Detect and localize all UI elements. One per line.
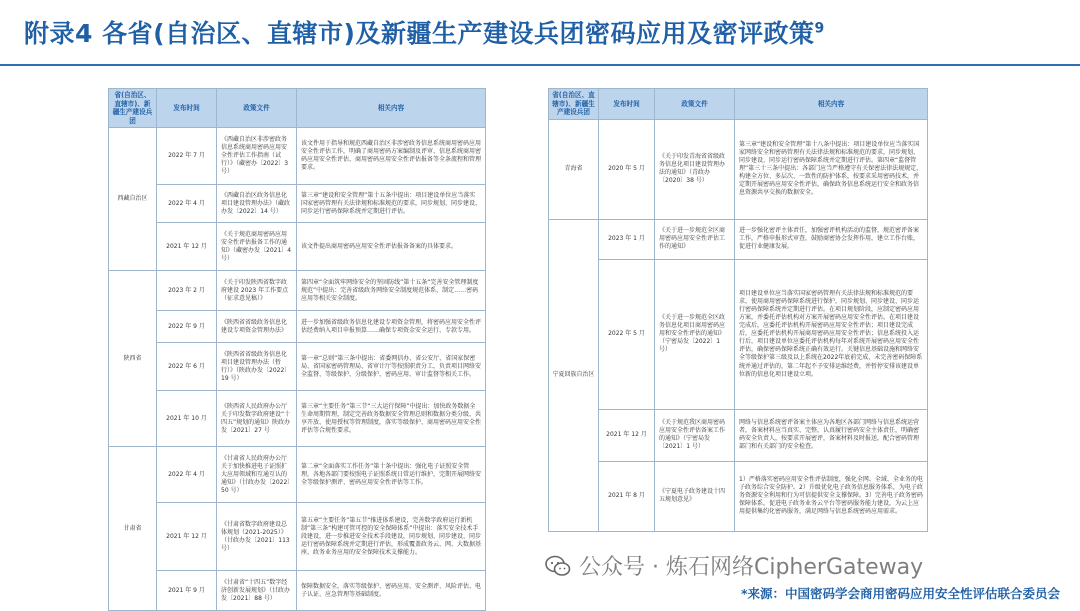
header-doc: 政策文件 [217,89,297,128]
content-cell: 第二章“全面落实工作任务”第十条中提出：强化电子证照安全管理，各地各部门要按照电子证照系统日常运行维护，完期开展网络安全等级保护测评、密码应用安全性评估等工作。 [297,447,486,503]
date-cell: 2021 年 9 月 [157,571,217,611]
content-cell: 项目建设单位应当落实国家密码管理有关法律法规和标准规范的要求，使用商用密码保障系统进行保护，同步规划、同步建设、同步运行密码保障系统并定期进行评估。在项目规划阶段，应制定密码应用方案，并委托评估机构对方案开展密码应用安全性评估。在项目建设完成后，应委托评估机构开展密码应用安全性评估；项目建设完成后，应委托评估机构开展商用密码应用安全性评估；信息系统投入运行后，项目建设单位应委托评估机构每年对系统开展密码应用安全性评估，确保密码保障系统正确有效运行。关键信息基础设施和网络安全等级保护第三级及以上系统在2022年底前完成，未完善密码保障系统并通过评估的，第二年起不予安排运维经费，并暂停安排该建设单位新的信息化项目建设立项。 [735,259,928,409]
header-date: 发布时间 [599,89,655,120]
watermark [545,550,923,581]
content-cell: 第一章“总则”第三条中提出：省委网信办、省公安厅、省国家保密局、省国家密码管理局、省审计厅等按照职责分工，负责项目网络安全监督、等级保护、分级保护、密码应用、审计监督等相关工作。 [297,343,486,391]
table-row [109,391,486,447]
doc-cell: 《甘肃省人民政府办公厅关于加快推进电子证照扩大应用领域和互通互认的通知》（甘政办发〔2022〕50 号） [217,447,297,503]
table-row [109,223,486,271]
date-cell: 2021 年 8 月 [599,461,655,531]
province-cell: 青海省 [549,119,599,219]
header-province: 省(自治区、直辖市)、新疆生产建设兵团 [109,89,157,128]
date-cell: 2021 年 12 月 [157,223,217,271]
doc-cell: 《关于进一步规范全区商用密码应用安全性评估工作的通知》 [655,219,735,259]
date-cell: 2023 年 1 月 [599,219,655,259]
wechat-icon [545,555,571,577]
table-row [109,571,486,611]
table-row [109,503,486,571]
date-cell: 2022 年 9 月 [157,311,217,343]
doc-cell: 《宁夏电子政务建设十四五规划意见》 [655,461,735,531]
content-cell: 该文件提出商用密码应用安全性评估报备备案的具体要求。 [297,223,486,271]
table-row [109,128,486,185]
table-row [109,343,486,391]
province-cell: 陕西省 [109,271,157,447]
content-cell: 网络与信息系统密评备案主体应为各地区各部门网络与信息系统运营者，备案材料应当真实、完整，认真履行密码安全主体责任，明确密码安全负责人，按要求开展密评，备案材料及时报送，配合密码管理部门和有关部门的安全检查。 [735,409,928,461]
watermark-text: 公众号 · 炼石网络CipherGateway [579,555,924,580]
doc-cell: 《陕西省省级政务信息化项目建设管理办法（暂行）》（陕政办发〔2022〕19 号） [217,343,297,391]
doc-cell: 《陕西省人民政府办公厅关于印发数字政府建设“十四五”规划的通知》陕政办发〔2021〕27 号 [217,391,297,447]
content-cell: 第三章“主要任务”第三节“三大运行保障”中提出：加快政务数据全生命周期管理，制定完善政务数据安全管理总则和数据分类分级、共享开放、使用授权等管理制度，落实等级保护、商用密码应用安全性评估等合规性要求。 [297,391,486,447]
date-cell: 2022 年 6 月 [157,343,217,391]
policy-table-left [108,88,486,611]
date-cell: 2022 年 7 月 [157,128,217,185]
table-row [549,219,928,259]
province-cell: 西藏自治区 [109,128,157,271]
table-row [109,271,486,311]
table-row [549,461,928,531]
content-cell: 进一步强化密评主体责任，加强密评机构活动的监督，规范密评备案工作，严格申报形式审查，鼓励商密协会发挥作用，建立工作台账，促进行业健康发展。 [735,219,928,259]
date-cell: 2022 年 4 月 [157,447,217,503]
table-row [109,185,486,223]
content-cell: 该文件用于指导和规范西藏自治区非涉密政务信息系统商用密码应用安全性评估工作，明确了商用密码方案编制及评审、信息系统商用密码应用安全性评估、商用密码应用安全性评估报备等全条流程和管理要求。 [297,128,486,185]
doc-cell: 《关于规范商用密码应用安全性评估报备工作的通知》（藏密办发〔2021〕4 号） [217,223,297,271]
table-row [549,119,928,219]
content-cell: 保障数据安全，落实等级保护、密码应用、安全测评、风险评估、电子认证、应急管理等基础制度。 [297,571,486,611]
doc-cell: 《西藏自治区政务信息化项目建设管理办法》（藏政办发〔2022〕14 号） [217,185,297,223]
content-cell: 第三章“建设和安全管理”第十八条中提出：项目建设单位应当落实国家网络安全和密码管理有关法律法规和标准规范的要求，同步规划、同步建设、同步运行密码保障系统并定期进行评估。第四章“监督管理”第三十三条中提出：各部门应当严格遵守有关保密法律法规规定，构建全方位、多层次、一致性的防护体系，按要求采用密码技术，并定期开展密码应用安全性评估，确保政务信息系统运行安全和政务信息资源共享交换的数据安全。 [735,119,928,219]
content-cell: 第五章“主要任务”第五节“推进体系建设，完善数字政府运行新机制”第三条“构建可管可控的安全保障体系”中提出：落实安全技术手段建设，进一步推进安全技术手段建设，同步规划、同步建设、同步运行密码保障系统并定期进行评估，形成覆盖政务云、网、大数据基座、政务业务应用的安全保障技术支撑能力。 [297,503,486,571]
title-divider [0,64,1080,66]
date-cell: 2022 年 4 月 [157,185,217,223]
province-cell: 宁夏回族自治区 [549,219,599,531]
doc-cell: 《关于印发青海省省级政务信息化项目建设管理办法的通知》（青政办〔2020〕38 号） [655,119,735,219]
page-title: 附录4 各省(自治区、直辖市)及新疆生产建设兵团密码应用及密评政策$^9$ [24,19,825,48]
doc-cell: 《关于印发陕西省数字政府建设 2023 年工作要点（征求意见稿）》 [217,271,297,311]
header-date: 发布时间 [157,89,217,128]
header-content: 相关内容 [297,89,486,128]
doc-cell: 《关于进一步规范全区政务信息化项目商用密码应用和安全性评估的通知》（宁密局发〔2022〕1 号） [655,259,735,409]
content-cell: 1）严格落实密码应用安全性评估制度，强化全网、全域、全业务的电子政务综合安全防护。2）升级优化电子政务信息服务体系，为电子政务资源安全利用和行为可信提供安全支撑保障。3）完善电子政务密码保障体系，促进电子政务业务云平台等密码服务能力建设，为云上应用提供集约化密码服务，满足网络与信息系统密码应用需求。 [735,461,928,531]
content-cell: 进一步加强省级政务信息化建设专项资金管理，将密码应用安全性评估经费纳入项目申报预算……确保专项资金安全运行、专款专用。 [297,311,486,343]
table-row [549,409,928,461]
date-cell: 2021 年 10 月 [157,391,217,447]
date-cell: 2022 年 5 月 [599,259,655,409]
doc-cell: 《甘肃省“十四五”数字经济创新发展规划》（甘政办发〔2021〕88 号） [217,571,297,611]
header-content: 相关内容 [735,89,928,120]
doc-cell: 《陕西省省级政务信息化建设专项资金管理办法》 [217,311,297,343]
table-row [109,311,486,343]
header-doc: 政策文件 [655,89,735,120]
source-note: *来源：中国密码学会商用密码应用安全性评估联合委员会 [740,586,1060,601]
date-cell: 2023 年 2 月 [157,271,217,311]
doc-cell: 《甘肃省数字政府建设总体规划（2021-2025）》（甘政办发〔2021〕113 号） [217,503,297,571]
doc-cell: 《关于规范我区商用密码应用安全性评估备案工作的通知》（宁密局发〔2021〕1 号） [655,409,735,461]
doc-cell: 《西藏自治区非涉密政务信息系统商用密码应用安全性评估工作指南（试行）》（藏密办〔2022〕3 号） [217,128,297,185]
content-cell: 第三章“建设和安全管理”第十五条中提出：项目建设单位应当落实国家密码管理有关法律规和标准规范的要求，同步规划、同步建设、同步运行密码保障系统并定期进行评估。 [297,185,486,223]
table-row [109,447,486,503]
date-cell: 2020 年 5 月 [599,119,655,219]
policy-table-right [548,88,928,532]
table-row [549,259,928,409]
content-cell: 第四章“全面筑牢网络安全的坚固防线”第十五条“完善安全管理制度规范”中提出：完善省级政务网络安全制度规范体系，制定……密码应用等相关安全制度。 [297,271,486,311]
province-cell: 甘肃省 [109,447,157,611]
header-province: 省(自治区、直辖市)、新疆生产建设兵团 [549,89,599,120]
date-cell: 2021 年 12 月 [157,503,217,571]
date-cell: 2021 年 12 月 [599,409,655,461]
